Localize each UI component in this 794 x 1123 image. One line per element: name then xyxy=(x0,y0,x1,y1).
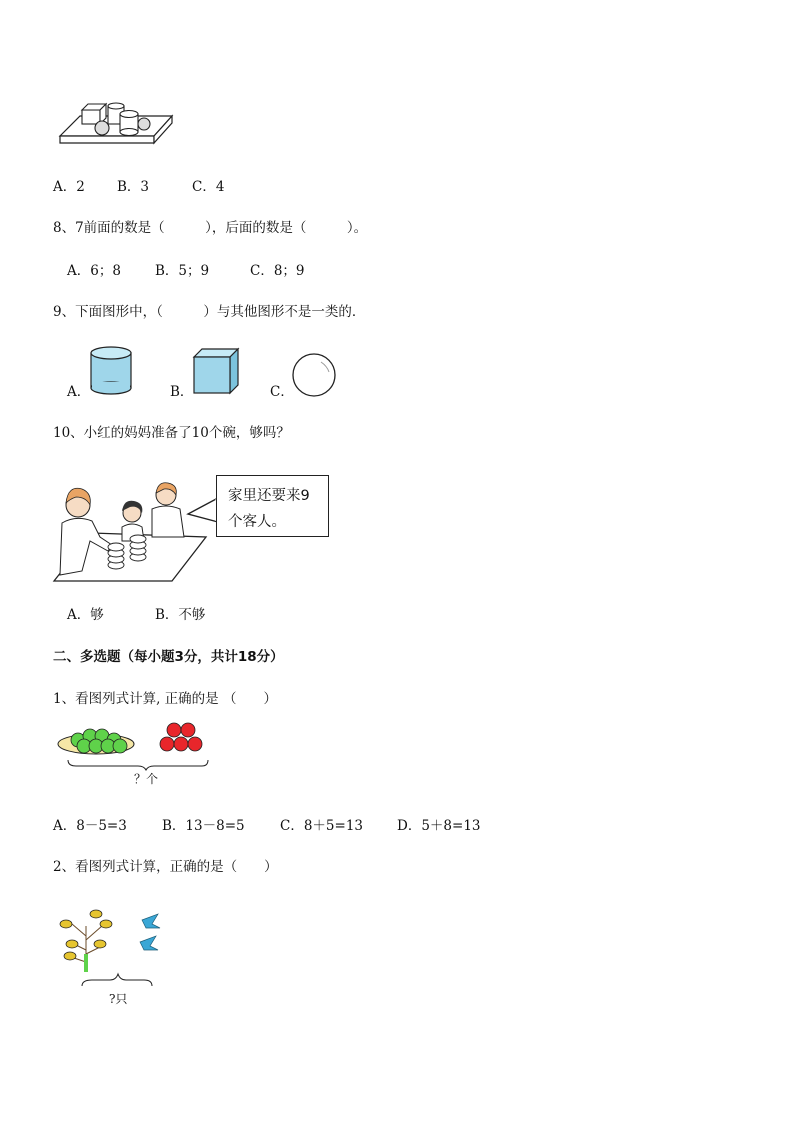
family-bowls-illustration xyxy=(52,475,212,585)
m2-question: 2、看图列式计算，正确的是（ ） xyxy=(53,859,278,875)
q8-option-b[interactable]: B．5；9 xyxy=(155,263,210,279)
circle-shape xyxy=(291,352,337,398)
bubble-line-2: 个客人。 xyxy=(228,514,286,530)
q8-question: 8、7前面的数是（ ），后面的数是（ ）。 xyxy=(53,220,368,236)
m1-question: 1、看图列式计算, 正确的是 （ ） xyxy=(53,691,277,707)
cylinder-shape xyxy=(89,346,133,396)
q8-option-a[interactable]: A．6；8 xyxy=(67,263,121,279)
m1-option-b[interactable]: B．13－8=5 xyxy=(162,818,245,834)
apples-figure xyxy=(56,716,220,772)
cube-shape xyxy=(192,347,240,395)
q8-option-c[interactable]: C．8；9 xyxy=(250,263,305,279)
solids-on-platform-figure xyxy=(58,98,178,150)
m2-brace-label: ?只 xyxy=(109,992,128,1006)
q7-option-c[interactable]: C．4 xyxy=(192,179,225,195)
q9-option-c[interactable]: C． xyxy=(270,384,294,400)
q7-option-a[interactable]: A．2 xyxy=(53,179,85,195)
section-2-title: 二、多选题（每小题3分，共计18分） xyxy=(53,649,284,665)
q10-option-b[interactable]: B．不够 xyxy=(155,607,206,623)
m1-option-a[interactable]: A．8－5=3 xyxy=(53,818,127,834)
bubble-line-1: 家里还要来9 xyxy=(228,488,310,504)
birds-figure xyxy=(54,906,166,996)
speech-bubble-tail xyxy=(186,496,220,526)
q9-option-a[interactable]: A． xyxy=(67,384,91,400)
m1-brace-label: ？个 xyxy=(134,772,159,786)
q7-option-b[interactable]: B．3 xyxy=(117,179,150,195)
m1-option-d[interactable]: D．5＋8=13 xyxy=(397,818,481,834)
q9-option-b[interactable]: B． xyxy=(170,384,194,400)
q10-question: 10、小红的妈妈准备了10个碗，够吗？ xyxy=(53,425,290,441)
speech-bubble xyxy=(216,475,329,537)
m1-option-c[interactable]: C．8＋5=13 xyxy=(280,818,363,834)
q9-question: 9、下面图形中，（ ）与其他图形不是一类的． xyxy=(53,304,366,320)
q10-option-a[interactable]: A．够 xyxy=(67,607,104,623)
